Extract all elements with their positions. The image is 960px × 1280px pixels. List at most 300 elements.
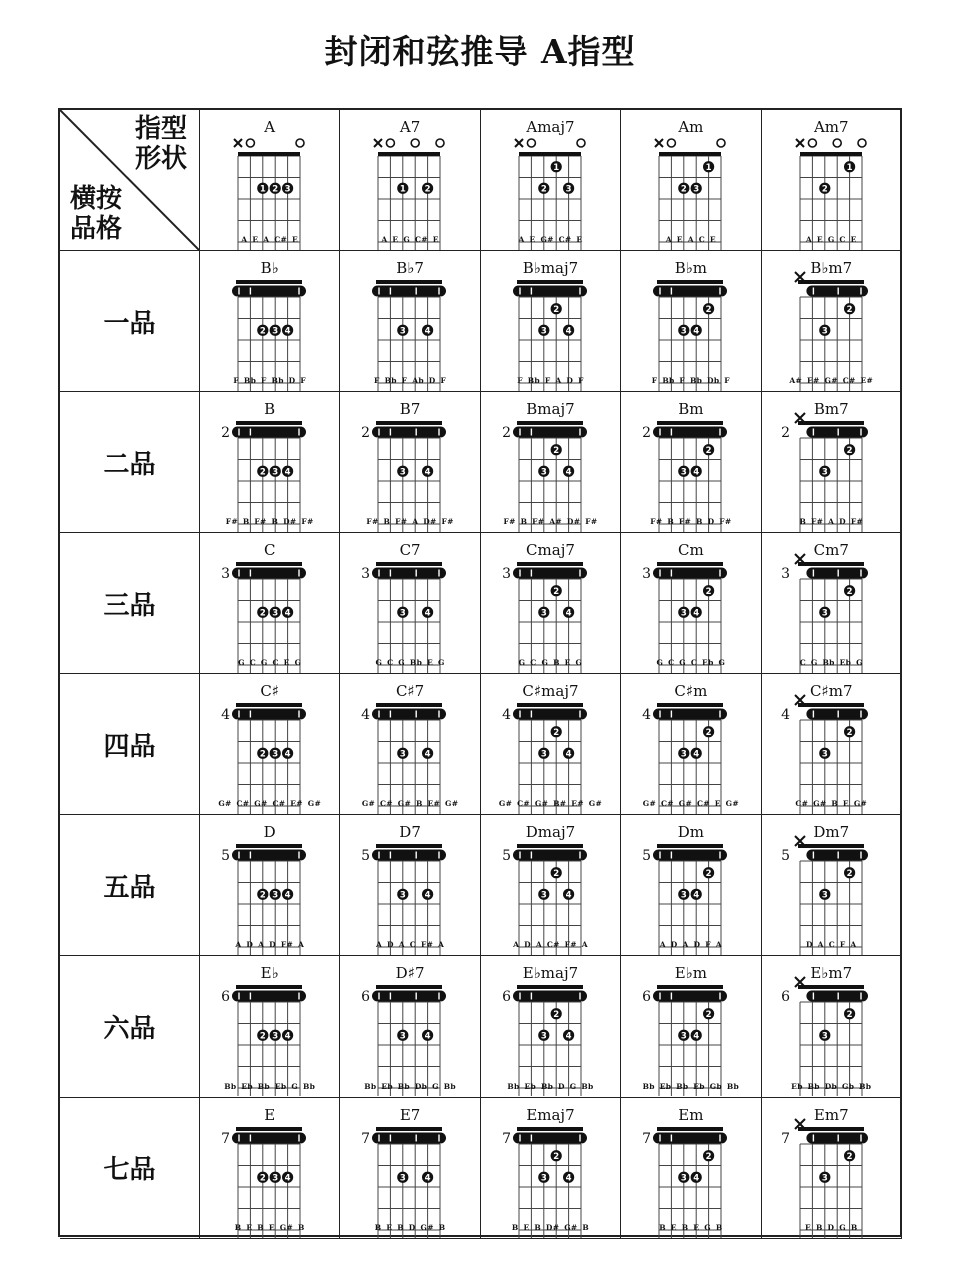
chord-fretboard-diagram bbox=[200, 815, 340, 955]
svg-text:3: 3 bbox=[565, 184, 572, 195]
chord-cell bbox=[621, 251, 761, 392]
chord-cell bbox=[340, 251, 480, 392]
svg-text:1: 1 bbox=[705, 162, 712, 173]
chord-name: D♯7 bbox=[395, 964, 425, 983]
svg-text:3: 3 bbox=[272, 467, 279, 478]
chord-cell bbox=[340, 956, 480, 1097]
chord-notes: A E A C E bbox=[665, 235, 716, 244]
svg-text:3: 3 bbox=[400, 749, 407, 760]
svg-text:3: 3 bbox=[540, 1173, 547, 1184]
chord-name: C♯m bbox=[674, 682, 708, 701]
chord-cell bbox=[481, 674, 621, 815]
svg-text:3: 3 bbox=[272, 749, 279, 760]
fret-number: 3 bbox=[780, 566, 790, 583]
svg-text:2: 2 bbox=[540, 184, 547, 195]
svg-text:4: 4 bbox=[693, 326, 700, 337]
svg-text:4: 4 bbox=[425, 326, 431, 337]
svg-text:3: 3 bbox=[821, 1173, 828, 1184]
svg-text:2: 2 bbox=[553, 304, 559, 315]
chord-name: C♯maj7 bbox=[522, 682, 579, 701]
chord-name: C7 bbox=[399, 541, 421, 560]
svg-text:3: 3 bbox=[272, 1173, 279, 1184]
svg-text:3: 3 bbox=[821, 467, 828, 478]
chord-fretboard-diagram bbox=[762, 533, 902, 673]
fret-row-label: 五品 bbox=[60, 815, 200, 956]
fret-number: 7 bbox=[642, 1130, 652, 1147]
chord-name: Cmaj7 bbox=[526, 541, 575, 560]
barre-bar bbox=[806, 286, 868, 297]
svg-text:4: 4 bbox=[284, 749, 291, 760]
chord-name: E7 bbox=[399, 1105, 421, 1124]
svg-text:3: 3 bbox=[540, 890, 547, 901]
chord-name: Dm bbox=[677, 823, 704, 842]
chord-notes: F Bb F Bb Db F bbox=[651, 376, 730, 386]
chord-name: Cm7 bbox=[813, 541, 849, 560]
chord-fretboard-diagram bbox=[340, 392, 480, 532]
chord-fretboard-diagram bbox=[481, 110, 621, 250]
svg-text:4: 4 bbox=[284, 1173, 291, 1184]
chord-notes: E B D G B bbox=[805, 1222, 858, 1232]
barre-bar bbox=[372, 709, 446, 720]
svg-text:2: 2 bbox=[705, 728, 712, 739]
chord-name: E bbox=[264, 1105, 276, 1124]
svg-text:4: 4 bbox=[284, 1031, 291, 1042]
svg-text:3: 3 bbox=[540, 1031, 547, 1042]
nut bbox=[378, 152, 440, 156]
chord-fretboard-diagram bbox=[340, 110, 480, 250]
chord-fretboard-diagram bbox=[340, 1098, 480, 1238]
fret-number: 4 bbox=[642, 707, 652, 724]
svg-text:4: 4 bbox=[693, 467, 700, 478]
svg-text:4: 4 bbox=[565, 326, 572, 337]
svg-text:2: 2 bbox=[259, 749, 266, 760]
chord-fretboard-diagram bbox=[481, 815, 621, 955]
fret-number: 4 bbox=[501, 707, 511, 724]
svg-text:3: 3 bbox=[693, 184, 700, 195]
svg-text:2: 2 bbox=[846, 587, 853, 598]
barre-bar bbox=[806, 568, 868, 579]
svg-text:2: 2 bbox=[705, 869, 712, 880]
svg-text:2: 2 bbox=[705, 1151, 712, 1162]
fret-number: 3 bbox=[361, 566, 371, 583]
chord-fretboard-diagram bbox=[621, 110, 761, 250]
chord-fretboard-diagram bbox=[621, 533, 761, 673]
barre-bar bbox=[232, 991, 306, 1002]
fret-number: 5 bbox=[361, 848, 371, 865]
chord-notes: G C G B E G bbox=[518, 658, 583, 668]
chord-cell bbox=[200, 392, 340, 533]
open-string-icon bbox=[527, 139, 535, 147]
chord-notes: A D A D F# A bbox=[235, 940, 305, 950]
chord-notes: F# B F# B D F# bbox=[650, 517, 732, 527]
barre-bar bbox=[232, 709, 306, 720]
svg-text:3: 3 bbox=[284, 184, 291, 195]
svg-text:4: 4 bbox=[425, 467, 431, 478]
chord-notes: F Bb F Bb D F bbox=[233, 376, 306, 386]
svg-text:3: 3 bbox=[821, 608, 828, 619]
barre-bar bbox=[372, 568, 446, 579]
corner-header-cell bbox=[60, 110, 200, 251]
chord-cell bbox=[481, 392, 621, 533]
fret-number: 7 bbox=[501, 1130, 511, 1147]
shape-header-line1: 指型 bbox=[134, 114, 187, 144]
chord-fretboard-diagram bbox=[340, 815, 480, 955]
svg-text:3: 3 bbox=[681, 608, 687, 619]
svg-text:2: 2 bbox=[846, 1151, 853, 1162]
shape-header-line2: 形状 bbox=[134, 144, 187, 174]
nut bbox=[519, 152, 581, 156]
chord-cell bbox=[621, 956, 761, 1097]
chord-name: A7 bbox=[399, 118, 421, 136]
open-string-icon bbox=[387, 139, 395, 147]
chord-name: C♯ bbox=[260, 682, 280, 701]
barre-bar bbox=[653, 427, 727, 438]
chord-cell bbox=[481, 956, 621, 1097]
chord-notes: G C G C E G bbox=[238, 658, 302, 668]
chord-cell bbox=[481, 251, 621, 392]
svg-text:2: 2 bbox=[846, 304, 853, 315]
svg-text:2: 2 bbox=[705, 587, 712, 598]
chord-cell bbox=[621, 533, 761, 674]
chord-notes: A D A C F# A bbox=[375, 940, 445, 950]
svg-text:2: 2 bbox=[705, 446, 712, 457]
svg-text:3: 3 bbox=[821, 890, 828, 901]
chord-name: B♭m bbox=[674, 259, 708, 277]
chord-name: Am7 bbox=[813, 118, 849, 136]
fret-number: 7 bbox=[361, 1130, 371, 1147]
barre-bar bbox=[513, 1132, 587, 1143]
svg-text:2: 2 bbox=[259, 890, 266, 901]
chord-name: Am bbox=[678, 118, 704, 136]
svg-text:4: 4 bbox=[565, 1173, 572, 1184]
svg-text:3: 3 bbox=[540, 608, 547, 619]
chord-fretboard-diagram bbox=[481, 392, 621, 532]
svg-text:2: 2 bbox=[821, 184, 828, 195]
chord-fretboard-diagram bbox=[481, 674, 621, 814]
chord-cell bbox=[481, 1098, 621, 1239]
open-string-icon bbox=[412, 139, 420, 147]
svg-text:2: 2 bbox=[681, 184, 687, 195]
svg-text:4: 4 bbox=[693, 890, 700, 901]
fret-number: 5 bbox=[221, 848, 230, 865]
chord-notes: Bb Eb Bb Eb G Bb bbox=[224, 1081, 316, 1091]
chord-cell bbox=[762, 533, 902, 674]
svg-text:2: 2 bbox=[553, 1151, 559, 1162]
svg-text:2: 2 bbox=[259, 326, 266, 337]
svg-text:3: 3 bbox=[681, 749, 687, 760]
chord-cell bbox=[340, 110, 480, 251]
chord-fretboard-diagram bbox=[621, 815, 761, 955]
chord-fretboard-diagram bbox=[621, 392, 761, 532]
fret-number: 2 bbox=[361, 425, 371, 442]
chord-notes: C G Bb Eb G bbox=[799, 658, 863, 668]
chord-name: Bm7 bbox=[813, 400, 849, 419]
chord-fretboard-diagram bbox=[621, 1098, 761, 1238]
barre-bar bbox=[806, 850, 868, 861]
chord-cell bbox=[200, 1098, 340, 1239]
chord-name: Amaj7 bbox=[526, 118, 575, 136]
barre-bar bbox=[513, 286, 587, 297]
svg-text:4: 4 bbox=[565, 467, 572, 478]
chord-notes: F# B F# B D# F# bbox=[225, 517, 314, 527]
svg-text:1: 1 bbox=[400, 184, 407, 195]
svg-text:2: 2 bbox=[553, 728, 559, 739]
chord-name: Dm7 bbox=[813, 823, 850, 842]
chord-cell bbox=[762, 815, 902, 956]
svg-text:4: 4 bbox=[693, 749, 700, 760]
fret-number: 3 bbox=[501, 566, 511, 583]
chord-notes: D A C F A bbox=[805, 940, 857, 950]
chord-name: D7 bbox=[399, 823, 421, 842]
svg-text:2: 2 bbox=[553, 869, 559, 880]
svg-text:4: 4 bbox=[425, 749, 431, 760]
barre-bar bbox=[513, 568, 587, 579]
svg-text:4: 4 bbox=[425, 608, 431, 619]
fret-header-line2: 品格 bbox=[70, 214, 123, 244]
chord-cell bbox=[621, 815, 761, 956]
svg-text:3: 3 bbox=[681, 326, 687, 337]
chord-name: E♭ bbox=[260, 964, 279, 983]
open-string-icon bbox=[833, 139, 841, 147]
fret-number: 2 bbox=[501, 425, 511, 442]
svg-text:3: 3 bbox=[540, 749, 547, 760]
chord-cell bbox=[340, 533, 480, 674]
svg-text:4: 4 bbox=[284, 326, 291, 337]
svg-text:4: 4 bbox=[565, 608, 572, 619]
shape-header-label bbox=[135, 114, 187, 174]
fret-number: 6 bbox=[221, 989, 230, 1006]
fret-number: 7 bbox=[221, 1130, 230, 1147]
chord-cell bbox=[340, 392, 480, 533]
svg-text:4: 4 bbox=[425, 1173, 431, 1184]
fret-row-label: 三品 bbox=[60, 533, 200, 674]
barre-bar bbox=[372, 427, 446, 438]
chord-notes: G# C# G# C# E G# bbox=[642, 799, 739, 809]
chord-cell bbox=[762, 674, 902, 815]
chord-fretboard-diagram bbox=[621, 956, 761, 1096]
chord-cell bbox=[481, 815, 621, 956]
chord-cell bbox=[621, 392, 761, 533]
chord-cell bbox=[762, 110, 902, 251]
fret-number: 6 bbox=[780, 989, 790, 1006]
svg-text:3: 3 bbox=[400, 1173, 407, 1184]
svg-text:3: 3 bbox=[540, 467, 547, 478]
barre-bar bbox=[806, 1132, 868, 1143]
chord-cell bbox=[340, 815, 480, 956]
chord-notes: A E A C# E bbox=[241, 235, 299, 244]
chord-fretboard-diagram bbox=[762, 674, 902, 814]
barre-bar bbox=[232, 1132, 306, 1143]
fret-number: 4 bbox=[361, 707, 371, 724]
chord-cell bbox=[762, 392, 902, 533]
chord-cell bbox=[621, 1098, 761, 1239]
chord-fretboard-diagram bbox=[200, 392, 340, 532]
svg-text:3: 3 bbox=[821, 326, 828, 337]
fret-number: 2 bbox=[221, 425, 230, 442]
fret-number: 3 bbox=[221, 566, 230, 583]
chord-fretboard-diagram bbox=[481, 533, 621, 673]
barre-bar bbox=[653, 709, 727, 720]
svg-text:1: 1 bbox=[259, 184, 266, 195]
svg-text:2: 2 bbox=[259, 467, 266, 478]
barre-bar bbox=[372, 1132, 446, 1143]
chord-fretboard-diagram bbox=[200, 533, 340, 673]
fret-row-label: 四品 bbox=[60, 674, 200, 815]
fret-number: 5 bbox=[501, 848, 511, 865]
svg-text:3: 3 bbox=[681, 1031, 687, 1042]
open-string-icon bbox=[246, 139, 254, 147]
chord-fretboard-diagram bbox=[200, 1098, 340, 1238]
chord-cell bbox=[762, 956, 902, 1097]
svg-text:3: 3 bbox=[821, 1031, 828, 1042]
chord-fretboard-diagram bbox=[340, 956, 480, 1096]
barre-bar bbox=[806, 427, 868, 438]
nut bbox=[238, 152, 300, 156]
chord-fretboard-diagram bbox=[200, 110, 340, 250]
svg-text:4: 4 bbox=[425, 1031, 431, 1042]
chord-notes: Bb Eb Bb Db G Bb bbox=[364, 1081, 456, 1091]
chord-cell bbox=[200, 533, 340, 674]
svg-text:2: 2 bbox=[846, 446, 853, 457]
svg-text:2: 2 bbox=[272, 184, 279, 195]
chord-fretboard-diagram bbox=[762, 251, 902, 391]
chord-notes: B F# A D F# bbox=[799, 517, 864, 527]
svg-text:4: 4 bbox=[565, 890, 572, 901]
chord-cell bbox=[762, 1098, 902, 1239]
fret-header-line1: 横按 bbox=[70, 184, 123, 214]
barre-bar bbox=[372, 991, 446, 1002]
fret-number: 6 bbox=[501, 989, 511, 1006]
open-string-icon bbox=[577, 139, 585, 147]
chord-name: E♭m bbox=[674, 964, 707, 983]
fret-row-label: 六品 bbox=[60, 956, 200, 1097]
chord-notes: F# B F# A D# F# bbox=[366, 517, 454, 527]
chord-cell bbox=[621, 110, 761, 251]
chord-fretboard-diagram bbox=[762, 956, 902, 1096]
barre-bar bbox=[806, 991, 868, 1002]
fret-number: 2 bbox=[780, 425, 790, 442]
svg-text:4: 4 bbox=[693, 608, 700, 619]
chord-name: A bbox=[264, 118, 276, 136]
svg-text:4: 4 bbox=[693, 1031, 700, 1042]
chord-cell bbox=[200, 110, 340, 251]
chord-cell bbox=[481, 533, 621, 674]
chord-cell bbox=[200, 674, 340, 815]
chord-fretboard-diagram bbox=[200, 674, 340, 814]
svg-text:3: 3 bbox=[400, 1031, 407, 1042]
nut bbox=[659, 152, 721, 156]
chord-notes: F# B F# A# D# F# bbox=[503, 517, 598, 527]
chord-notes: A D A D F A bbox=[659, 940, 722, 950]
fret-header-label bbox=[70, 184, 122, 244]
chord-name: Bm bbox=[678, 400, 704, 419]
chord-fretboard-diagram bbox=[200, 956, 340, 1096]
open-string-icon bbox=[717, 139, 725, 147]
chord-notes: Bb Eb Bb Eb Gb Bb bbox=[642, 1081, 740, 1091]
chord-fretboard-diagram bbox=[762, 110, 902, 250]
open-string-icon bbox=[808, 139, 816, 147]
chord-name: Em bbox=[678, 1105, 704, 1124]
open-string-icon bbox=[296, 139, 304, 147]
chord-cell bbox=[340, 674, 480, 815]
chord-notes: Eb Bb Db Gb Bb bbox=[791, 1081, 872, 1091]
chord-name: B♭m7 bbox=[810, 259, 853, 277]
chord-name: Cm bbox=[678, 541, 704, 560]
svg-text:3: 3 bbox=[272, 1031, 279, 1042]
barre-bar bbox=[653, 568, 727, 579]
fret-number: 5 bbox=[780, 848, 790, 865]
chord-fretboard-diagram bbox=[200, 251, 340, 391]
svg-text:1: 1 bbox=[553, 162, 559, 173]
chord-fretboard-diagram bbox=[481, 956, 621, 1096]
chord-fretboard-diagram bbox=[762, 1098, 902, 1238]
svg-text:4: 4 bbox=[565, 749, 572, 760]
open-string-icon bbox=[668, 139, 676, 147]
svg-text:2: 2 bbox=[553, 446, 559, 457]
chord-name: C♯m7 bbox=[810, 682, 853, 701]
chord-name: C bbox=[263, 541, 276, 560]
chord-fretboard-diagram bbox=[621, 251, 761, 391]
chord-cell bbox=[621, 674, 761, 815]
chord-notes: F Bb F A D F bbox=[517, 376, 584, 386]
chord-fretboard-diagram bbox=[621, 674, 761, 814]
chord-cell bbox=[481, 110, 621, 251]
svg-text:3: 3 bbox=[540, 326, 547, 337]
chord-notes: G C G Bb E G bbox=[375, 658, 445, 668]
fret-row-label: 七品 bbox=[60, 1098, 200, 1239]
fret-row-label: 二品 bbox=[60, 392, 200, 533]
barre-bar bbox=[232, 850, 306, 861]
svg-text:3: 3 bbox=[400, 326, 407, 337]
chord-name: D bbox=[263, 823, 276, 842]
chord-name: B♭maj7 bbox=[522, 259, 579, 277]
chord-notes: G# C# G# B E# G# bbox=[361, 799, 459, 809]
open-string-icon bbox=[436, 139, 444, 147]
fret-number: 3 bbox=[642, 566, 652, 583]
fret-number: 2 bbox=[642, 425, 652, 442]
barre-bar bbox=[232, 427, 306, 438]
chord-name: Emaj7 bbox=[526, 1105, 575, 1124]
chord-name: Em7 bbox=[813, 1105, 849, 1124]
fret-row-label: 一品 bbox=[60, 251, 200, 392]
chord-notes: A E G C E bbox=[805, 235, 857, 244]
svg-text:2: 2 bbox=[846, 728, 853, 739]
chord-fretboard-diagram bbox=[762, 815, 902, 955]
svg-text:2: 2 bbox=[553, 587, 559, 598]
barre-bar bbox=[513, 850, 587, 861]
chord-fretboard-diagram bbox=[340, 674, 480, 814]
chord-name: B bbox=[264, 400, 276, 419]
page-title: 封闭和弦推导 A指型 bbox=[324, 32, 636, 71]
barre-bar bbox=[372, 850, 446, 861]
nut bbox=[800, 152, 862, 156]
fret-number: 4 bbox=[221, 707, 230, 724]
svg-text:4: 4 bbox=[565, 1031, 572, 1042]
svg-text:2: 2 bbox=[425, 184, 431, 195]
svg-text:3: 3 bbox=[821, 749, 828, 760]
svg-text:4: 4 bbox=[284, 467, 291, 478]
chord-notes: Bb Eb Bb D G Bb bbox=[507, 1081, 594, 1091]
chord-notes: G# C# G# C# E# G# bbox=[218, 799, 322, 809]
chord-name: B♭7 bbox=[396, 259, 424, 277]
svg-text:4: 4 bbox=[284, 890, 291, 901]
barre-bar bbox=[372, 286, 446, 297]
barre-bar bbox=[653, 1132, 727, 1143]
barre-bar bbox=[513, 709, 587, 720]
svg-text:3: 3 bbox=[681, 1173, 687, 1184]
svg-text:4: 4 bbox=[693, 1173, 700, 1184]
chord-fretboard-diagram bbox=[481, 1098, 621, 1238]
